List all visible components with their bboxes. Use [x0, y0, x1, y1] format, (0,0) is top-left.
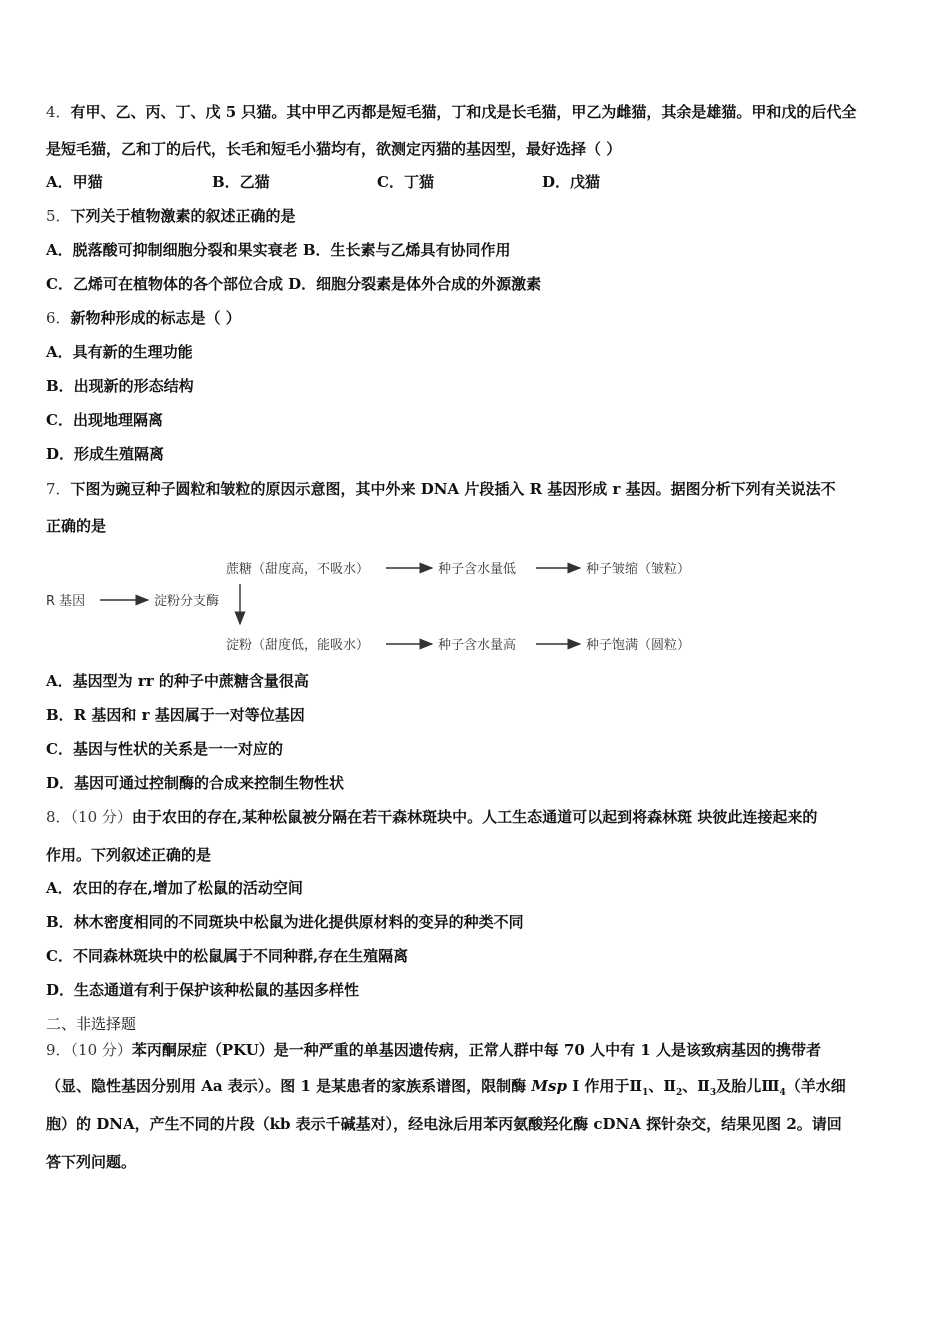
q4-option-a: A．甲猫 [46, 173, 103, 191]
q4-stem-1: 有甲、乙、丙、丁、戊 5 只猫。其中甲乙丙都是短毛猫，丁和戊是长毛猫，甲乙为雌猫，其余是雄猫。甲和戊的后代全 [70, 103, 857, 121]
wrinkled-label: 种子皱缩（皱粒） [586, 562, 691, 577]
msp-enzyme-name: Msp [531, 1077, 567, 1095]
q8-option-d: D．生态通道有利于保护该种松鼠的基因多样性 [46, 981, 360, 999]
q9-stem-1: 苯丙酮尿症（PKU）是一种严重的单基因遗传病，正常人群中每 70 人中有 1 人是该致病基因的携带者 [131, 1041, 821, 1059]
q4-option-b: B．乙猫 [212, 173, 270, 191]
q8-option-a: A．农田的存在,增加了松鼠的活动空间 [46, 879, 303, 897]
low-water-label: 种子含水量低 [438, 562, 517, 577]
q6-number: 6． [46, 309, 71, 327]
q7-line-1 [46, 479, 836, 499]
q6-option-d: D．形成生殖隔离 [46, 445, 165, 463]
q7-option-d: D．基因可通过控制酶的合成来控制生物性状 [46, 774, 345, 792]
q7-stem-1: 下图为豌豆种子圆粒和皱粒的原因示意图，其中外来 DNA 片段插入 R 基因形成 r 基因。据图分析下列有关说法不 [70, 480, 836, 498]
q8-line-1 [46, 807, 817, 827]
round-label: 种子饱满（圆粒） [586, 638, 691, 653]
q7-option-b: B．R 基因和 r 基因属于一对等位基因 [46, 706, 305, 724]
q9-line-2 [46, 1076, 846, 1103]
q7-number: 7． [46, 480, 71, 498]
q4-line-2: 是短毛猫，乙和丁的后代，长毛和短毛小猫均有，欲测定丙猫的基因型，最好选择（ ） [46, 140, 622, 158]
q8-stem-1: 由于农田的存在,某种松鼠被分隔在若干森林斑块中。人工生态通道可以起到将森林斑 块彼此连接起来的 [131, 808, 818, 826]
starch-label: 淀粉（甜度低，能吸水） [226, 638, 370, 653]
q4-number: 4． [46, 103, 71, 121]
q6-option-b: B．出现新的形态结构 [46, 377, 194, 395]
q9-stem-2b: I 作用于Ⅱ [566, 1077, 643, 1095]
q7-option-a: A．基因型为 rr 的种子中蔗糖含量很高 [46, 672, 309, 690]
q6-stem: 新物种形成的标志是（ ） [70, 309, 241, 327]
r-gene-label: R 基因 [46, 594, 86, 609]
sub-4: 4 [779, 1088, 786, 1098]
sub-1: 1 [642, 1088, 649, 1098]
q5-stem-line [46, 206, 296, 226]
q8-option-b: B．林木密度相同的不同斑块中松鼠为进化提供原材料的变异的种类不同 [46, 913, 524, 931]
enzyme-label: 淀粉分支酶 [154, 594, 220, 609]
sep-1: 、Ⅱ [648, 1077, 676, 1095]
q9-line-4: 答下列问题。 [46, 1153, 137, 1171]
q5-options-ab: A．脱落酸可抑制细胞分裂和果实衰老 B．生长素与乙烯具有协同作用 [46, 241, 511, 259]
q8-option-c: C．不同森林斑块中的松鼠属于不同种群,存在生殖隔离 [46, 947, 409, 965]
q5-options-cd: C．乙烯可在植物体的各个部位合成 D．细胞分裂素是体外合成的外源激素 [46, 275, 542, 293]
q4-line-1 [46, 102, 856, 122]
sep-2: 、Ⅱ [682, 1077, 710, 1095]
q7-line-2: 正确的是 [46, 517, 107, 535]
section-heading-nonchoice: 二、非选择题 [46, 1015, 137, 1033]
q6-option-a: A．具有新的生理功能 [46, 343, 193, 361]
q6-stem-line [46, 308, 241, 328]
pea-seed-diagram [40, 552, 720, 662]
q9-number: 9．（10 分） [46, 1041, 132, 1059]
q9-stem-2a: （显、隐性基因分别用 Aa 表示）。图 1 是某患者的家族系谱图，限制酶 [46, 1077, 532, 1095]
high-water-label: 种子含水量高 [438, 638, 517, 653]
q5-number: 5． [46, 207, 71, 225]
q8-number: 8．（10 分） [46, 808, 132, 826]
q9-stem-2c: 及胎儿Ⅲ [716, 1077, 780, 1095]
sub-2: 2 [676, 1088, 683, 1098]
q7-option-c: C．基因与性状的关系是一一对应的 [46, 740, 283, 758]
q5-stem: 下列关于植物激素的叙述正确的是 [70, 207, 296, 225]
q4-option-c: C．丁猫 [377, 173, 434, 191]
q9-line-1 [46, 1040, 821, 1060]
q9-stem-2d: （羊水细 [785, 1077, 846, 1095]
q6-option-c: C．出现地理隔离 [46, 411, 163, 429]
sucrose-label: 蔗糖（甜度高，不吸水） [226, 562, 370, 577]
q4-option-d: D．戊猫 [542, 173, 601, 191]
q9-line-3: 胞）的 DNA，产生不同的片段（kb 表示千碱基对），经电泳后用苯丙氨酸羟化酶 cDNA 探针杂交，结果见图 2。请回 [46, 1115, 842, 1133]
q8-line-2: 作用。下列叙述正确的是 [46, 846, 212, 864]
sub-3: 3 [709, 1088, 717, 1098]
